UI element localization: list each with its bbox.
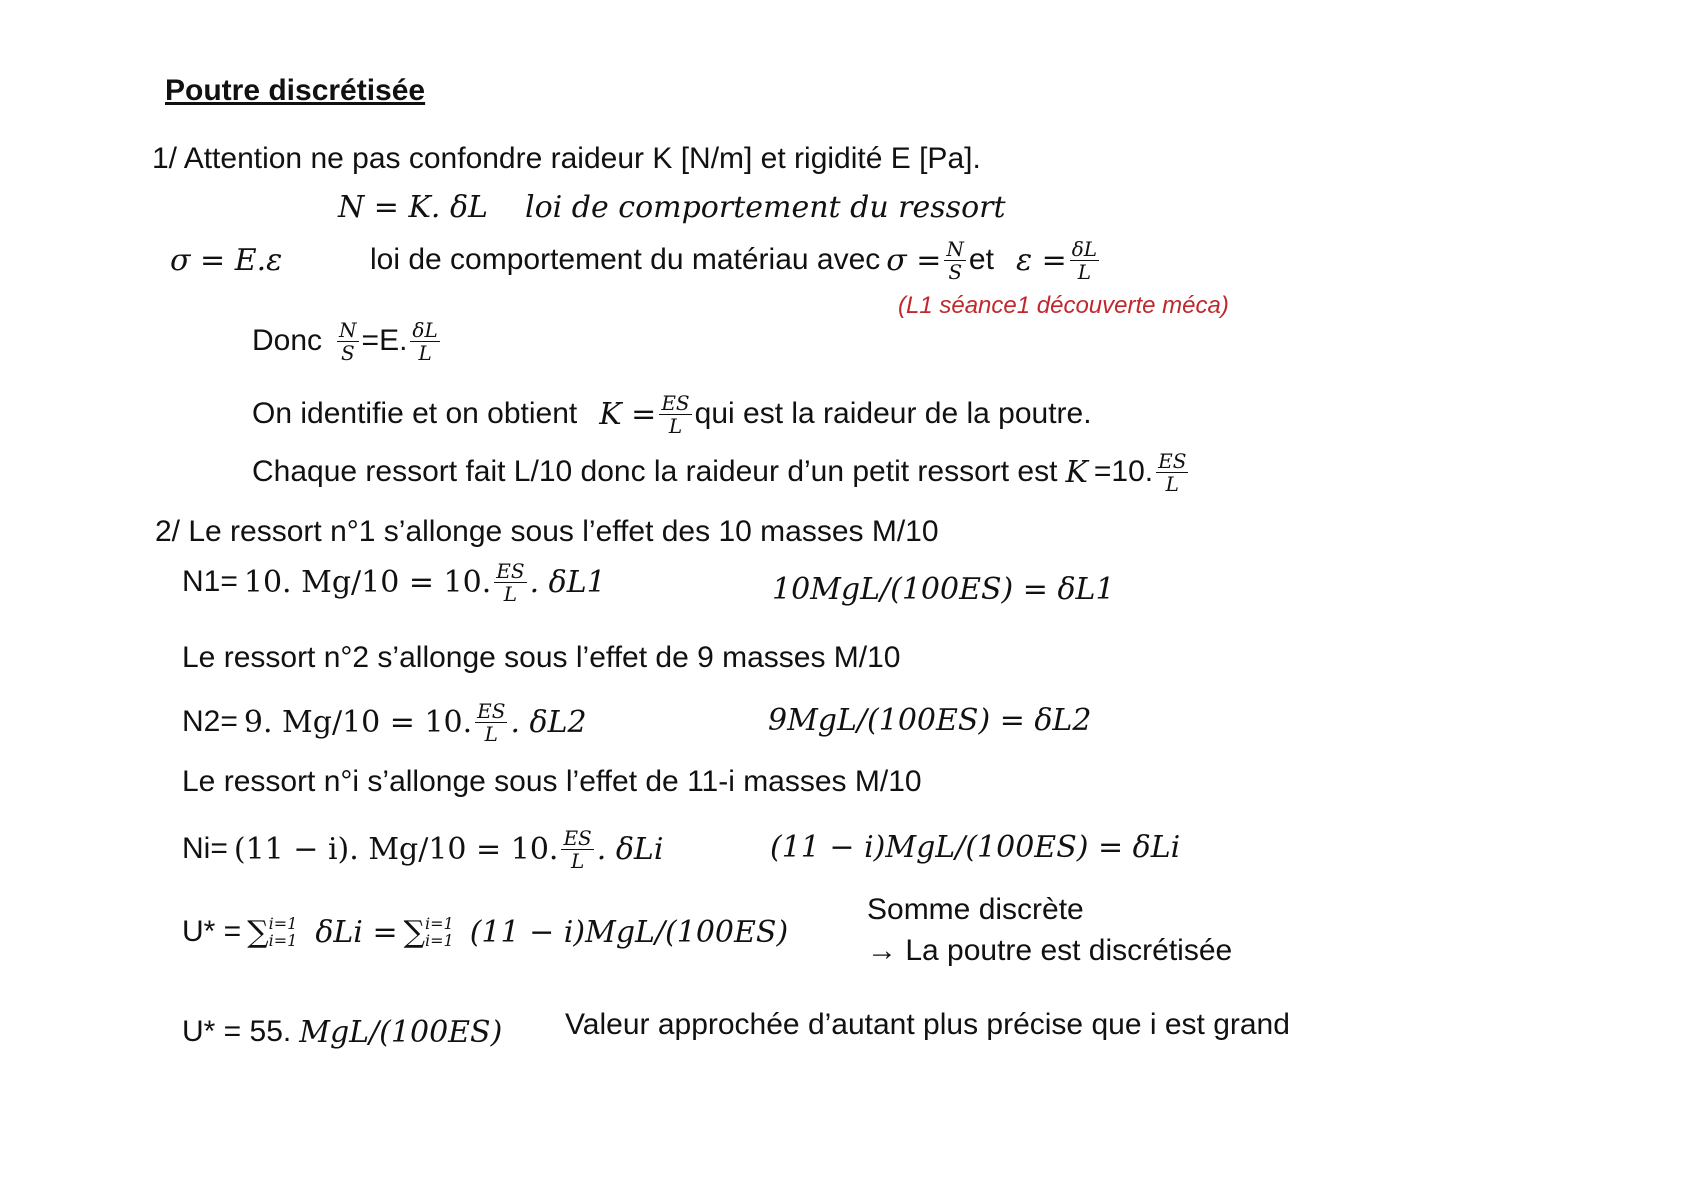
fraction-dl-over-l — [410, 319, 439, 364]
n2-line — [182, 692, 587, 752]
et-word: et — [968, 243, 994, 276]
sum-limits — [269, 915, 298, 949]
fraction-numerator: ES — [477, 698, 506, 723]
fraction-denominator: L — [1156, 472, 1188, 495]
fraction-numerator: δL — [412, 317, 438, 342]
sum-upper-limit: i=1 — [425, 914, 454, 933]
part1-intro: 1/ Attention ne pas confondre raideur K [N/m] et rigidité E [Pa]. — [152, 142, 981, 175]
fraction-n-over-s — [944, 238, 966, 283]
fraction-es-over-l — [1156, 450, 1188, 495]
sum-lower-limit: i=1 — [268, 931, 298, 950]
ni-label: Ni= — [182, 832, 228, 865]
discrete-sum-note: Somme discrète — [867, 893, 1084, 926]
material-law-line — [370, 230, 1102, 290]
epsilon-equation: ε = — [1015, 242, 1067, 278]
u-label: U* = — [182, 915, 242, 948]
approximation-note: Valeur approchée d’autant plus précise que i est grand — [565, 1008, 1290, 1041]
sigma-equation: σ = — [886, 242, 942, 278]
fraction-es-over-l — [659, 392, 691, 437]
each-spring-text: Chaque ressort fait L/10 donc la raideur d’un petit ressort est — [252, 455, 1058, 488]
fraction-es-over-l — [475, 700, 507, 745]
hooke-line — [170, 236, 282, 291]
material-law: loi de comportement du matériau avec — [370, 243, 881, 276]
ni-end: . δLi — [596, 831, 664, 867]
n2-label: N2= — [182, 705, 238, 738]
ni-expression: (11 − i). Mg/10 = 10. — [233, 831, 559, 867]
n1-label: N1= — [182, 565, 238, 598]
donc-line — [252, 310, 443, 372]
n1-expression: 10. Mg/10 = 10. — [243, 564, 492, 600]
n2-expression: 9. Mg/10 = 10. — [243, 704, 473, 740]
fraction-dl-over-l — [1070, 238, 1099, 283]
fraction-numerator: N — [339, 317, 357, 342]
each-spring-line — [252, 442, 1191, 502]
spring-equation: N = K. δL — [338, 190, 488, 225]
u-middle: δLi = — [315, 914, 398, 950]
discrete-beam-note: → La poutre est discrétisée — [867, 934, 1233, 967]
identify-text: On identifie et on obtient — [252, 397, 578, 430]
fraction-denominator: L — [494, 582, 526, 605]
spring-law: loi de comportement du ressort — [525, 190, 1006, 225]
fraction-numerator: ES — [496, 558, 525, 583]
sum-limits — [425, 915, 454, 949]
n1-line — [182, 552, 606, 612]
u-end: (11 − i)MgL/(100ES) — [469, 914, 789, 950]
sum-symbol: ∑ — [247, 914, 269, 950]
fraction-numerator: δL — [1071, 236, 1098, 261]
u-final-expression: MgL/(100ES) — [299, 1014, 503, 1050]
k-ten: =10. — [1093, 455, 1154, 488]
identify-line — [252, 384, 1092, 444]
sum-symbol: ∑ — [403, 914, 426, 950]
hooke-equation: σ = E.ε — [170, 243, 283, 278]
n1-result: 10MgL/(100ES) = δL1 — [772, 572, 1115, 607]
fraction-denominator: L — [659, 414, 691, 437]
u-sum-line — [182, 902, 788, 962]
fraction-es-over-l — [561, 827, 593, 872]
fraction-denominator: L — [410, 341, 439, 364]
spring2-text: Le ressort n°2 s’allonge sous l’effet de 9 masses M/10 — [182, 641, 901, 674]
u-final-line — [182, 1008, 502, 1056]
ni-line — [182, 818, 663, 880]
n2-end: . δL2 — [510, 704, 587, 740]
fraction-denominator: L — [475, 722, 507, 745]
fraction-numerator: ES — [661, 390, 690, 415]
donc-word: Donc — [252, 324, 323, 357]
n1-end: . δL1 — [529, 564, 606, 600]
fraction-numerator: ES — [1158, 448, 1187, 473]
sum-upper-limit: i=1 — [268, 914, 298, 933]
fraction-es-over-l — [494, 560, 526, 605]
k-equation: K = — [599, 396, 657, 432]
fraction-numerator: N — [946, 236, 964, 261]
n2-result: 9MgL/(100ES) = δL2 — [768, 703, 1092, 738]
fraction-n-over-s — [337, 319, 359, 364]
ni-result: (11 − i)MgL/(100ES) = δLi — [770, 830, 1181, 865]
u-final-label: U* = 55. — [182, 1015, 292, 1048]
identify-end: qui est la raideur de la poutre. — [694, 397, 1092, 430]
springi-text: Le ressort n°i s’allonge sous l’effet de 11-i masses M/10 — [182, 765, 922, 798]
k-symbol: K — [1065, 454, 1088, 490]
fraction-denominator: S — [337, 341, 359, 364]
fraction-denominator: L — [1070, 260, 1099, 283]
fraction-denominator: L — [561, 849, 593, 872]
donc-mid: =E. — [361, 324, 408, 357]
fraction-numerator: ES — [563, 825, 592, 850]
sum-lower-limit: i=1 — [425, 931, 454, 950]
page-title: Poutre discrétisée — [165, 74, 426, 107]
course-reference: (L1 séance1 découverte méca) — [898, 292, 1229, 319]
part2-intro: 2/ Le ressort n°1 s’allonge sous l’effet des 10 masses M/10 — [155, 515, 939, 548]
fraction-denominator: S — [944, 260, 966, 283]
